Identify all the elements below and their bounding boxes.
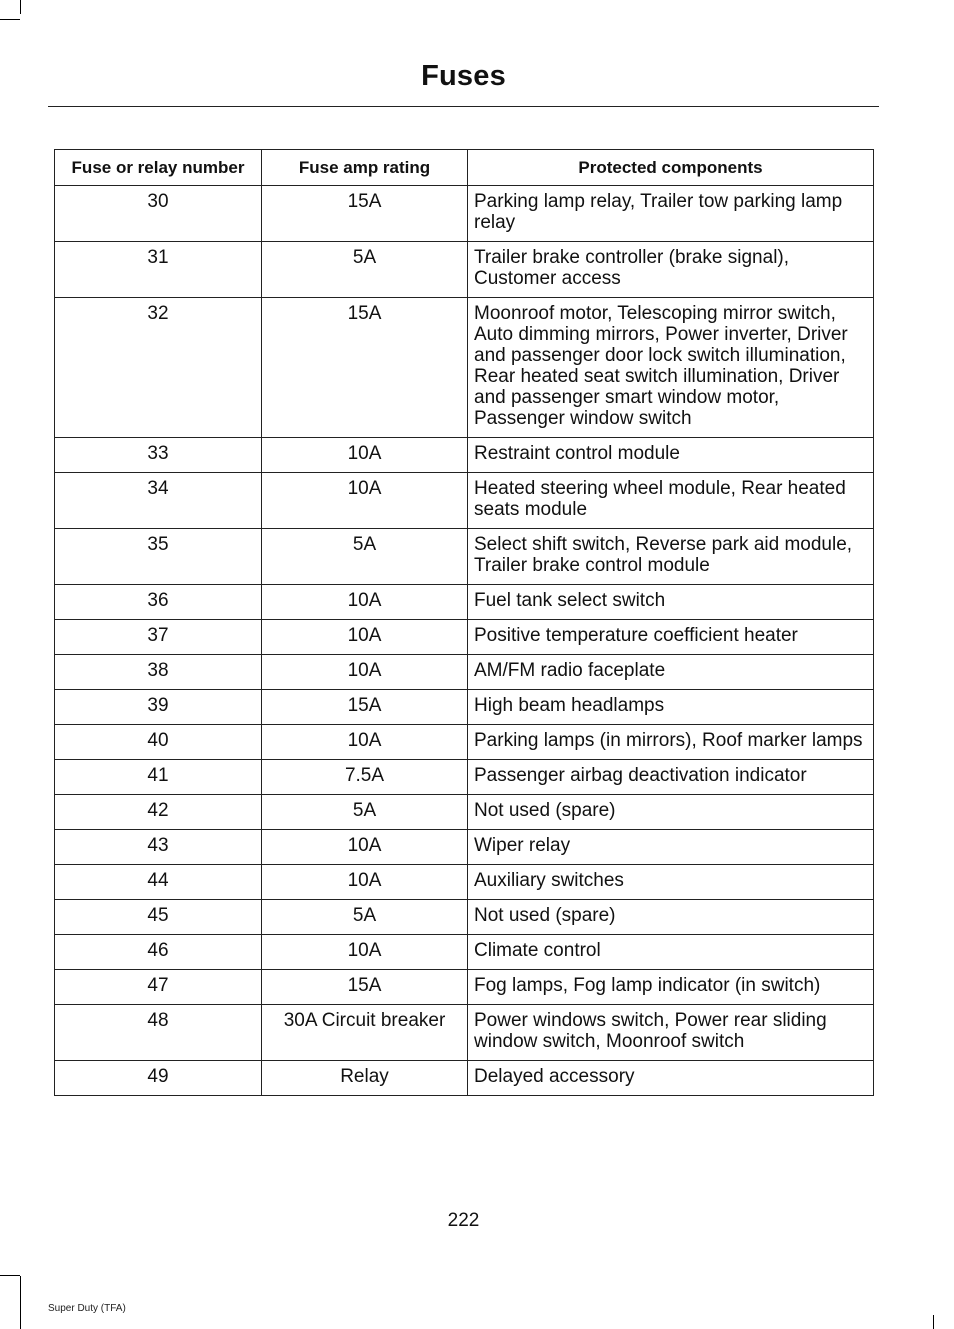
table-row — [55, 529, 874, 585]
fuse-number-cell: 39 — [55, 690, 262, 725]
amp-rating-cell: 10A — [262, 438, 468, 473]
amp-rating-cell: 5A — [262, 795, 468, 830]
table-row — [55, 298, 874, 438]
protected-components-cell: Moonroof motor, Telescoping mirror switch, Auto dimming mirrors, Power inverter, Driver and passenger door lock switch illumination, Rear heated seat switch illumination, Driver and passenger smart window motor, Passenger window switch — [468, 298, 874, 438]
fuse-number-cell: 41 — [55, 760, 262, 795]
table-row — [55, 970, 874, 1005]
protected-components-cell: High beam headlamps — [468, 690, 874, 725]
amp-rating-cell: 10A — [262, 865, 468, 900]
table-row — [55, 1005, 874, 1061]
title-divider — [48, 106, 879, 107]
protected-components-cell: AM/FM radio faceplate — [468, 655, 874, 690]
table-row — [55, 725, 874, 760]
protected-components-cell: Parking lamps (in mirrors), Roof marker lamps — [468, 725, 874, 760]
fuse-number-cell: 47 — [55, 970, 262, 1005]
protected-components-cell: Passenger airbag deactivation indicator — [468, 760, 874, 795]
amp-rating-cell: 5A — [262, 900, 468, 935]
fuse-number-cell: 42 — [55, 795, 262, 830]
amp-rating-cell: Relay — [262, 1061, 468, 1096]
fuse-number-cell: 45 — [55, 900, 262, 935]
protected-components-cell: Delayed accessory — [468, 1061, 874, 1096]
protected-components-cell: Positive temperature coefficient heater — [468, 620, 874, 655]
protected-components-cell: Not used (spare) — [468, 795, 874, 830]
protected-components-cell: Fog lamps, Fog lamp indicator (in switch) — [468, 970, 874, 1005]
fuse-number-cell: 43 — [55, 830, 262, 865]
amp-rating-cell: 10A — [262, 473, 468, 529]
amp-rating-cell: 10A — [262, 655, 468, 690]
fuse-number-cell: 48 — [55, 1005, 262, 1061]
protected-components-cell: Fuel tank select switch — [468, 585, 874, 620]
fuse-number-cell: 32 — [55, 298, 262, 438]
fuse-number-cell: 37 — [55, 620, 262, 655]
fuse-number-cell: 38 — [55, 655, 262, 690]
amp-rating-cell: 15A — [262, 186, 468, 242]
document-label: Super Duty (TFA) — [48, 1303, 126, 1314]
amp-rating-cell: 15A — [262, 690, 468, 725]
table-row — [55, 242, 874, 298]
fuse-number-cell: 36 — [55, 585, 262, 620]
crop-mark-bottom-left-v — [20, 1276, 21, 1329]
fuse-number-cell: 35 — [55, 529, 262, 585]
table-row — [55, 438, 874, 473]
column-header-protected-components: Protected components — [468, 150, 874, 186]
protected-components-cell: Parking lamp relay, Trailer tow parking lamp relay — [468, 186, 874, 242]
table-row — [55, 865, 874, 900]
table-row — [55, 830, 874, 865]
crop-mark-top-left-h — [0, 19, 20, 20]
amp-rating-cell: 10A — [262, 585, 468, 620]
amp-rating-cell: 10A — [262, 830, 468, 865]
fuse-table — [54, 149, 874, 1096]
amp-rating-cell: 10A — [262, 620, 468, 655]
fuse-number-cell: 40 — [55, 725, 262, 760]
table-row — [55, 760, 874, 795]
crop-mark-top-left-v — [20, 0, 21, 14]
protected-components-cell: Heated steering wheel module, Rear heated seats module — [468, 473, 874, 529]
protected-components-cell: Trailer brake controller (brake signal), Customer access — [468, 242, 874, 298]
table-row — [55, 473, 874, 529]
page-title: Fuses — [421, 60, 506, 92]
protected-components-cell: Auxiliary switches — [468, 865, 874, 900]
crop-mark-bottom-left-h — [0, 1275, 20, 1276]
amp-rating-cell: 10A — [262, 935, 468, 970]
column-header-fuse-number: Fuse or relay number — [55, 150, 262, 186]
fuse-table-body — [55, 186, 874, 1096]
table-row — [55, 900, 874, 935]
column-header-amp-rating: Fuse amp rating — [262, 150, 468, 186]
protected-components-cell: Not used (spare) — [468, 900, 874, 935]
table-row — [55, 935, 874, 970]
table-row — [55, 1061, 874, 1096]
page-number: 222 — [447, 1210, 480, 1231]
protected-components-cell: Restraint control module — [468, 438, 874, 473]
fuse-number-cell: 31 — [55, 242, 262, 298]
protected-components-cell: Climate control — [468, 935, 874, 970]
fuse-number-cell: 33 — [55, 438, 262, 473]
fuse-number-cell: 30 — [55, 186, 262, 242]
amp-rating-cell: 15A — [262, 298, 468, 438]
fuse-number-cell: 44 — [55, 865, 262, 900]
protected-components-cell: Wiper relay — [468, 830, 874, 865]
amp-rating-cell: 10A — [262, 725, 468, 760]
fuse-number-cell: 34 — [55, 473, 262, 529]
protected-components-cell: Power windows switch, Power rear sliding window switch, Moonroof switch — [468, 1005, 874, 1061]
table-row — [55, 186, 874, 242]
table-header-row — [55, 150, 874, 186]
amp-rating-cell: 15A — [262, 970, 468, 1005]
table-row — [55, 620, 874, 655]
table-row — [55, 690, 874, 725]
protected-components-cell: Select shift switch, Reverse park aid module, Trailer brake control module — [468, 529, 874, 585]
amp-rating-cell: 30A Circuit breaker — [262, 1005, 468, 1061]
crop-mark-bottom-right-v — [933, 1315, 934, 1329]
fuse-number-cell: 49 — [55, 1061, 262, 1096]
fuse-number-cell: 46 — [55, 935, 262, 970]
amp-rating-cell: 5A — [262, 242, 468, 298]
table-row — [55, 585, 874, 620]
table-row — [55, 795, 874, 830]
table-row — [55, 655, 874, 690]
amp-rating-cell: 5A — [262, 529, 468, 585]
amp-rating-cell: 7.5A — [262, 760, 468, 795]
